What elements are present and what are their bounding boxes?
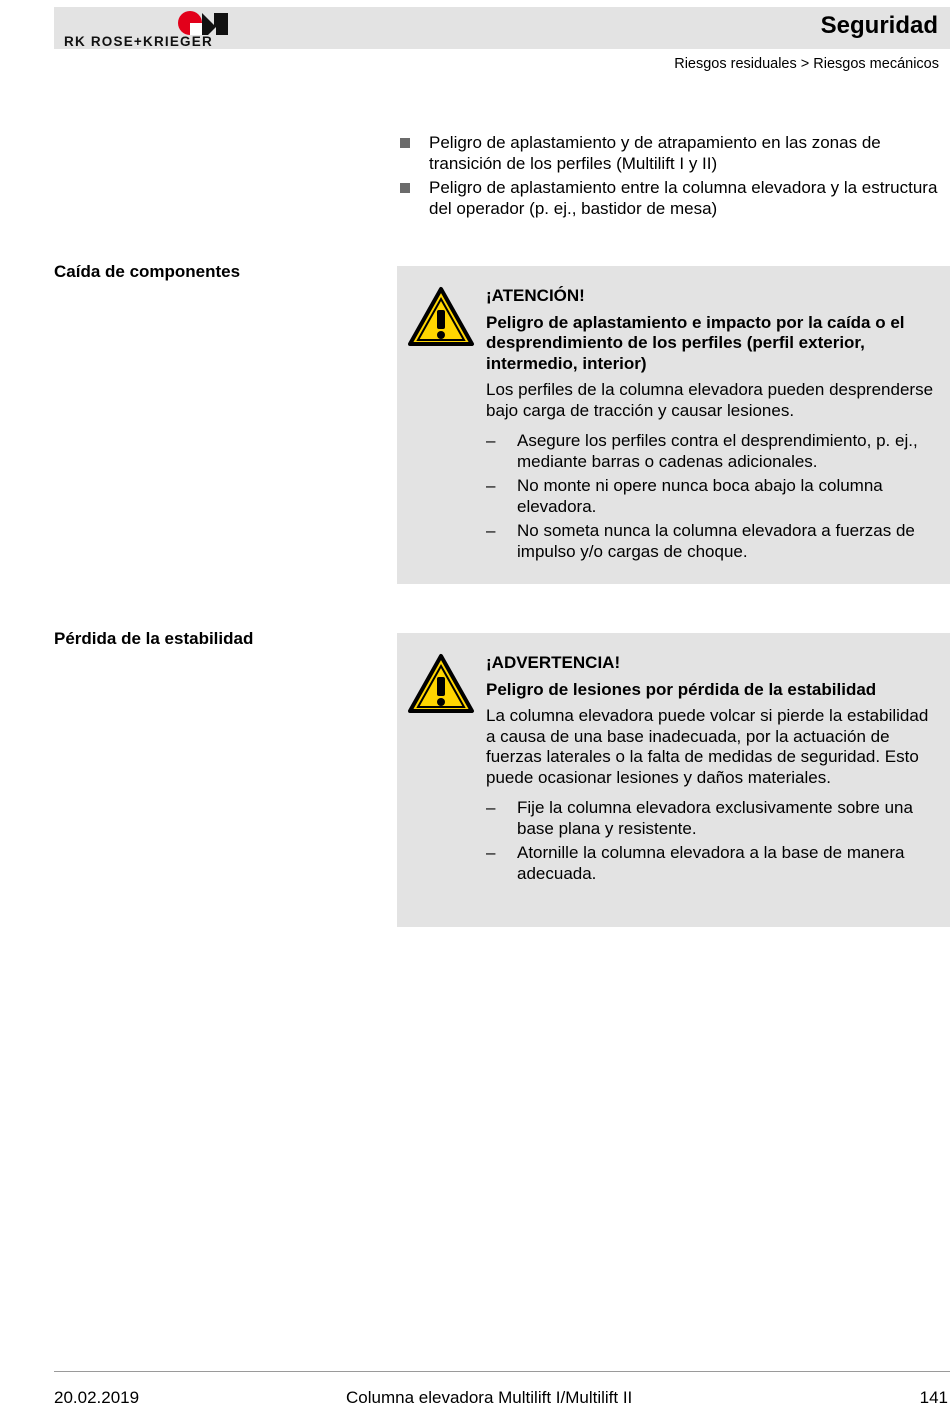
list-item-text: Peligro de aplastamiento y de atrapamiento en las zonas de transición de los perfiles (Multilift I y II) (429, 133, 881, 173)
warning-triangle-icon (407, 286, 475, 348)
breadcrumb: Riesgos residuales > Riesgos mecánicos (674, 56, 939, 72)
measure-text: Fije la columna elevadora exclusivamente sobre una base plana y resistente. (517, 798, 913, 838)
hazard-headline: Peligro de aplastamiento e impacto por la caída o el desprendimiento de los perfiles (perfil exterior, intermedio, interior) (486, 312, 905, 373)
list-item (486, 843, 938, 884)
warning-notice (397, 633, 950, 927)
list-item (398, 132, 943, 174)
list-item (486, 431, 938, 472)
measure-text: No someta nunca la columna elevadora a fuerzas de impulso y/o cargas de choque. (517, 521, 915, 561)
footer-divider (54, 1371, 950, 1372)
measure-list (486, 798, 938, 884)
warning-triangle-icon (407, 653, 475, 715)
list-item (398, 177, 943, 219)
dash-marker: – (486, 521, 496, 540)
measure-list (486, 431, 938, 562)
section-heading-caida: Caída de componentes (54, 262, 241, 281)
bullet-square-icon (400, 183, 410, 193)
dash-marker: – (486, 476, 496, 495)
section-title: Seguridad (820, 12, 938, 39)
dash-marker: – (486, 843, 496, 862)
list-item (486, 521, 938, 562)
hazard-headline: Peligro de lesiones por pérdida de la estabilidad (486, 679, 877, 699)
dash-marker: – (486, 798, 496, 817)
measure-text: Atornille la columna elevadora a la base de manera adecuada. (517, 843, 905, 883)
hazard-description: Los perfiles de la columna elevadora pueden desprenderse bajo carga de tracción y causar lesiones. (486, 380, 934, 420)
hazard-description: La columna elevadora puede volcar si pierde la estabilidad a causa de una base inadecuada, por la actuación de fuerzas laterales o la falta de medidas de seguridad. Esto puede ocasionar lesiones y daños materiales. (486, 706, 929, 787)
footer-date: 20.02.2019 (54, 1388, 140, 1407)
page-number: 141 (919, 1388, 948, 1407)
list-item-text: Peligro de aplastamiento entre la columna elevadora y la estructura del operador (p. ej., bastidor de mesa) (429, 178, 938, 218)
list-item (486, 476, 938, 517)
footer-document-title: Columna elevadora Multilift I/Multilift II (346, 1388, 633, 1407)
bullet-square-icon (400, 138, 410, 148)
measure-text: Asegure los perfiles contra el desprendimiento, p. ej., mediante barras o cadenas adicionales. (517, 431, 918, 471)
list-item (486, 798, 938, 839)
logo-wordmark: RK ROSE+KRIEGER (64, 34, 213, 49)
measure-text: No monte ni opere nunca boca abajo la columna elevadora. (517, 476, 883, 516)
hazard-list (398, 132, 943, 222)
signal-word: ¡ADVERTENCIA! (486, 653, 621, 672)
section-heading-estabilidad: Pérdida de la estabilidad (54, 629, 254, 648)
signal-word: ¡ATENCIÓN! (486, 286, 585, 305)
dash-marker: – (486, 431, 496, 450)
caution-notice (397, 266, 950, 584)
